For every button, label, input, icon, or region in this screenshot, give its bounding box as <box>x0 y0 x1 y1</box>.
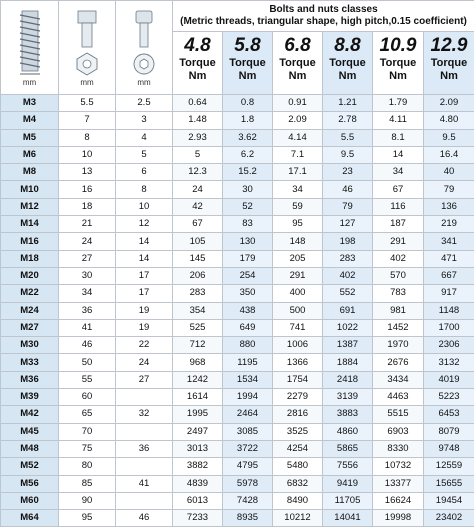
hex-key-cell: 70 <box>59 423 116 440</box>
torque-cell-c68: 741 <box>273 319 323 336</box>
torque-cell-c58: 179 <box>223 250 273 267</box>
torque-cell-c48: 4839 <box>173 475 223 492</box>
torque-cell-c88: 283 <box>323 250 373 267</box>
torque-cell-c48: 145 <box>173 250 223 267</box>
torque-cell-c109: 2676 <box>373 354 424 371</box>
torque-cell-c58: 4795 <box>223 458 273 475</box>
table-row <box>1 216 474 233</box>
hex-key-cell: 34 <box>59 285 116 302</box>
torque-cell-c48: 1.48 <box>173 112 223 129</box>
table-row <box>1 440 474 457</box>
socket-icon-cell <box>116 1 173 95</box>
torque-cell-c68: 291 <box>273 267 323 284</box>
hex-key-cell: 85 <box>59 475 116 492</box>
torque-cell-c68: 4254 <box>273 440 323 457</box>
torque-cell-c109: 783 <box>373 285 424 302</box>
torque-cell-c88: 5.5 <box>323 129 373 146</box>
torque-cell-c48: 2.93 <box>173 129 223 146</box>
torque-cell-c68: 0.91 <box>273 95 323 112</box>
torque-cell-c109: 14 <box>373 146 424 163</box>
hex-key-cell: 16 <box>59 181 116 198</box>
torque-cell-c58: 2464 <box>223 406 273 423</box>
torque-cell-c68: 500 <box>273 302 323 319</box>
torque-cell-c88: 14041 <box>323 510 373 527</box>
table-row <box>1 112 474 129</box>
torque-cell-c58: 880 <box>223 337 273 354</box>
torque-cell-c109: 4463 <box>373 389 424 406</box>
hex-key-cell: 5.5 <box>59 95 116 112</box>
thread-size-cell: M33 <box>1 354 59 371</box>
torque-cell-c68: 1366 <box>273 354 323 371</box>
torque-cell-c109: 1970 <box>373 337 424 354</box>
torque-cell-c48: 5 <box>173 146 223 163</box>
thread-mm-label: mm <box>1 78 58 87</box>
table-row <box>1 371 474 388</box>
classes-title: Bolts and nuts classes <box>269 4 377 15</box>
torque-cell-c109: 5515 <box>373 406 424 423</box>
table-row <box>1 285 474 302</box>
torque-cell-c88: 79 <box>323 198 373 215</box>
hex-key-cell: 55 <box>59 371 116 388</box>
torque-cell-c129: 79 <box>424 181 474 198</box>
torque-cell-c68: 4.14 <box>273 129 323 146</box>
torque-cell-c48: 1995 <box>173 406 223 423</box>
socket-key-cell: 2.5 <box>116 95 173 112</box>
socket-key-cell: 14 <box>116 250 173 267</box>
hex-key-cell: 90 <box>59 492 116 509</box>
table-row <box>1 181 474 198</box>
thread-size-cell: M4 <box>1 112 59 129</box>
socket-mm-label: mm <box>116 78 172 87</box>
hex-key-cell: 10 <box>59 146 116 163</box>
hex-key-cell: 46 <box>59 337 116 354</box>
torque-cell-c58: 83 <box>223 216 273 233</box>
torque-cell-c129: 12559 <box>424 458 474 475</box>
socket-key-cell: 6 <box>116 164 173 181</box>
socket-head-bolt-icon <box>127 9 161 77</box>
torque-cell-c129: 667 <box>424 267 474 284</box>
thread-size-cell: M10 <box>1 181 59 198</box>
torque-cell-c48: 968 <box>173 354 223 371</box>
torque-cell-c48: 525 <box>173 319 223 336</box>
socket-key-cell: 8 <box>116 181 173 198</box>
thread-size-cell: M18 <box>1 250 59 267</box>
torque-cell-c109: 34 <box>373 164 424 181</box>
thread-size-cell: M22 <box>1 285 59 302</box>
torque-cell-c48: 283 <box>173 285 223 302</box>
torque-cell-c68: 1754 <box>273 371 323 388</box>
torque-cell-c48: 0.64 <box>173 95 223 112</box>
torque-cell-c88: 198 <box>323 233 373 250</box>
thread-size-cell: M36 <box>1 371 59 388</box>
hex-key-cell: 7 <box>59 112 116 129</box>
torque-cell-c88: 1.21 <box>323 95 373 112</box>
torque-cell-c58: 1195 <box>223 354 273 371</box>
torque-cell-c58: 6.2 <box>223 146 273 163</box>
hex-key-cell: 60 <box>59 389 116 406</box>
torque-cell-c109: 6903 <box>373 423 424 440</box>
hex-key-cell: 13 <box>59 164 116 181</box>
socket-key-cell: 17 <box>116 267 173 284</box>
torque-cell-c48: 206 <box>173 267 223 284</box>
thread-size-cell: M30 <box>1 337 59 354</box>
torque-cell-c88: 691 <box>323 302 373 319</box>
torque-cell-c58: 7428 <box>223 492 273 509</box>
torque-cell-c129: 5223 <box>424 389 474 406</box>
table-row <box>1 423 474 440</box>
torque-cell-c129: 4.80 <box>424 112 474 129</box>
torque-cell-c129: 1700 <box>424 319 474 336</box>
thread-size-cell: M16 <box>1 233 59 250</box>
thread-size-cell: M56 <box>1 475 59 492</box>
torque-cell-c88: 11705 <box>323 492 373 509</box>
table-row <box>1 267 474 284</box>
torque-cell-c129: 219 <box>424 216 474 233</box>
torque-cell-c48: 6013 <box>173 492 223 509</box>
torque-cell-c109: 19998 <box>373 510 424 527</box>
torque-cell-c129: 1148 <box>424 302 474 319</box>
torque-cell-c109: 291 <box>373 233 424 250</box>
hex-icon-cell <box>59 1 116 95</box>
thread-size-cell: M3 <box>1 95 59 112</box>
table-row <box>1 164 474 181</box>
torque-cell-c48: 1614 <box>173 389 223 406</box>
torque-cell-c129: 136 <box>424 198 474 215</box>
torque-cell-c109: 116 <box>373 198 424 215</box>
torque-cell-c48: 12.3 <box>173 164 223 181</box>
socket-key-cell: 19 <box>116 302 173 319</box>
torque-cell-c88: 46 <box>323 181 373 198</box>
thread-size-cell: M39 <box>1 389 59 406</box>
torque-cell-c58: 130 <box>223 233 273 250</box>
torque-cell-c129: 16.4 <box>424 146 474 163</box>
class-header-10-9: 10.9 Torque Nm <box>373 32 424 95</box>
torque-cell-c129: 3132 <box>424 354 474 371</box>
torque-cell-c88: 4860 <box>323 423 373 440</box>
torque-cell-c68: 2279 <box>273 389 323 406</box>
torque-cell-c68: 10212 <box>273 510 323 527</box>
thread-size-cell: M52 <box>1 458 59 475</box>
socket-key-cell: 41 <box>116 475 173 492</box>
socket-key-cell: 19 <box>116 319 173 336</box>
hex-key-cell: 80 <box>59 458 116 475</box>
torque-cell-c68: 148 <box>273 233 323 250</box>
torque-cell-c109: 187 <box>373 216 424 233</box>
torque-cell-c58: 1.8 <box>223 112 273 129</box>
torque-cell-c68: 205 <box>273 250 323 267</box>
class-header-5-8: 5.8 Torque Nm <box>223 32 273 95</box>
torque-cell-c109: 8330 <box>373 440 424 457</box>
torque-cell-c88: 3883 <box>323 406 373 423</box>
torque-cell-c129: 15655 <box>424 475 474 492</box>
torque-cell-c58: 254 <box>223 267 273 284</box>
torque-cell-c58: 1534 <box>223 371 273 388</box>
socket-key-cell <box>116 423 173 440</box>
table-row <box>1 129 474 146</box>
table-row <box>1 406 474 423</box>
torque-cell-c58: 15.2 <box>223 164 273 181</box>
torque-cell-c68: 7.1 <box>273 146 323 163</box>
socket-key-cell: 36 <box>116 440 173 457</box>
torque-cell-c48: 3882 <box>173 458 223 475</box>
socket-key-cell: 46 <box>116 510 173 527</box>
torque-cell-c48: 7233 <box>173 510 223 527</box>
torque-cell-c58: 0.8 <box>223 95 273 112</box>
torque-cell-c109: 67 <box>373 181 424 198</box>
torque-cell-c129: 341 <box>424 233 474 250</box>
torque-cell-c109: 1452 <box>373 319 424 336</box>
torque-cell-c109: 402 <box>373 250 424 267</box>
hex-key-cell: 50 <box>59 354 116 371</box>
torque-cell-c48: 3013 <box>173 440 223 457</box>
hex-key-cell: 18 <box>59 198 116 215</box>
thread-size-cell: M5 <box>1 129 59 146</box>
torque-cell-c68: 2816 <box>273 406 323 423</box>
torque-cell-c129: 917 <box>424 285 474 302</box>
torque-cell-c129: 9.5 <box>424 129 474 146</box>
torque-cell-c88: 1884 <box>323 354 373 371</box>
hex-key-cell: 27 <box>59 250 116 267</box>
thread-size-cell: M27 <box>1 319 59 336</box>
thread-size-cell: M12 <box>1 198 59 215</box>
hex-key-cell: 41 <box>59 319 116 336</box>
hex-key-cell: 65 <box>59 406 116 423</box>
torque-cell-c58: 3722 <box>223 440 273 457</box>
torque-cell-c68: 6832 <box>273 475 323 492</box>
torque-cell-c88: 552 <box>323 285 373 302</box>
torque-cell-c68: 2.09 <box>273 112 323 129</box>
torque-cell-c48: 24 <box>173 181 223 198</box>
hex-bolt-icon <box>70 9 104 77</box>
torque-cell-c129: 6453 <box>424 406 474 423</box>
torque-cell-c88: 5865 <box>323 440 373 457</box>
threaded-rod-icon <box>17 9 43 77</box>
torque-cell-c58: 3.62 <box>223 129 273 146</box>
torque-cell-c68: 400 <box>273 285 323 302</box>
hex-key-cell: 75 <box>59 440 116 457</box>
torque-cell-c88: 9419 <box>323 475 373 492</box>
torque-cell-c88: 127 <box>323 216 373 233</box>
socket-key-cell: 12 <box>116 216 173 233</box>
torque-cell-c68: 5480 <box>273 458 323 475</box>
table-body <box>1 95 474 527</box>
hex-key-cell: 24 <box>59 233 116 250</box>
table-row <box>1 146 474 163</box>
thread-size-cell: M24 <box>1 302 59 319</box>
torque-cell-c129: 40 <box>424 164 474 181</box>
table-row <box>1 510 474 527</box>
torque-cell-c109: 16624 <box>373 492 424 509</box>
hex-key-cell: 30 <box>59 267 116 284</box>
socket-key-cell <box>116 389 173 406</box>
torque-cell-c88: 3139 <box>323 389 373 406</box>
torque-cell-c68: 59 <box>273 198 323 215</box>
thread-size-cell: M8 <box>1 164 59 181</box>
socket-key-cell: 3 <box>116 112 173 129</box>
torque-cell-c129: 23402 <box>424 510 474 527</box>
torque-cell-c88: 402 <box>323 267 373 284</box>
table-row <box>1 337 474 354</box>
table-row <box>1 475 474 492</box>
torque-cell-c129: 19454 <box>424 492 474 509</box>
hex-key-cell: 21 <box>59 216 116 233</box>
socket-key-cell: 32 <box>116 406 173 423</box>
thread-icon-cell <box>1 1 59 95</box>
torque-cell-c88: 1387 <box>323 337 373 354</box>
hex-mm-label: mm <box>59 78 115 87</box>
table-row <box>1 319 474 336</box>
thread-size-cell: M6 <box>1 146 59 163</box>
thread-size-cell: M14 <box>1 216 59 233</box>
torque-cell-c58: 30 <box>223 181 273 198</box>
torque-cell-c58: 350 <box>223 285 273 302</box>
socket-key-cell: 22 <box>116 337 173 354</box>
torque-cell-c68: 3525 <box>273 423 323 440</box>
hex-key-cell: 8 <box>59 129 116 146</box>
socket-key-cell <box>116 458 173 475</box>
torque-cell-c58: 438 <box>223 302 273 319</box>
torque-cell-c58: 52 <box>223 198 273 215</box>
torque-cell-c58: 3085 <box>223 423 273 440</box>
torque-cell-c48: 67 <box>173 216 223 233</box>
torque-cell-c109: 8.1 <box>373 129 424 146</box>
torque-cell-c129: 9748 <box>424 440 474 457</box>
table-row <box>1 492 474 509</box>
torque-cell-c68: 1006 <box>273 337 323 354</box>
torque-cell-c129: 8079 <box>424 423 474 440</box>
socket-key-cell: 10 <box>116 198 173 215</box>
table-row <box>1 389 474 406</box>
class-header-8-8: 8.8 Torque Nm <box>323 32 373 95</box>
socket-key-cell: 5 <box>116 146 173 163</box>
thread-size-cell: M42 <box>1 406 59 423</box>
torque-cell-c129: 2306 <box>424 337 474 354</box>
table-row <box>1 354 474 371</box>
torque-cell-c68: 8490 <box>273 492 323 509</box>
hex-key-cell: 95 <box>59 510 116 527</box>
classes-subtitle: (Metric threads, triangular shape, high pitch,0.15 coefficient) <box>180 16 467 27</box>
torque-cell-c68: 17.1 <box>273 164 323 181</box>
torque-cell-c58: 5978 <box>223 475 273 492</box>
torque-cell-c58: 8935 <box>223 510 273 527</box>
torque-cell-c58: 1994 <box>223 389 273 406</box>
thread-size-cell: M48 <box>1 440 59 457</box>
torque-cell-c48: 354 <box>173 302 223 319</box>
torque-cell-c109: 981 <box>373 302 424 319</box>
socket-key-cell: 4 <box>116 129 173 146</box>
torque-cell-c109: 4.11 <box>373 112 424 129</box>
thread-size-cell: M60 <box>1 492 59 509</box>
torque-cell-c88: 9.5 <box>323 146 373 163</box>
torque-cell-c68: 95 <box>273 216 323 233</box>
table-row <box>1 233 474 250</box>
table-row <box>1 302 474 319</box>
socket-key-cell: 17 <box>116 285 173 302</box>
torque-cell-c48: 42 <box>173 198 223 215</box>
table-row <box>1 250 474 267</box>
socket-key-cell: 14 <box>116 233 173 250</box>
class-header-6-8: 6.8 Torque Nm <box>273 32 323 95</box>
torque-cell-c48: 105 <box>173 233 223 250</box>
socket-key-cell: 24 <box>116 354 173 371</box>
torque-cell-c48: 712 <box>173 337 223 354</box>
torque-cell-c129: 4019 <box>424 371 474 388</box>
torque-cell-c129: 2.09 <box>424 95 474 112</box>
socket-key-cell <box>116 492 173 509</box>
torque-cell-c88: 2418 <box>323 371 373 388</box>
classes-header <box>173 1 474 32</box>
table-row <box>1 198 474 215</box>
torque-cell-c109: 3434 <box>373 371 424 388</box>
torque-cell-c109: 1.79 <box>373 95 424 112</box>
torque-cell-c109: 13377 <box>373 475 424 492</box>
hex-key-cell: 36 <box>59 302 116 319</box>
torque-cell-c48: 2497 <box>173 423 223 440</box>
torque-cell-c58: 649 <box>223 319 273 336</box>
torque-cell-c68: 34 <box>273 181 323 198</box>
class-header-4-8: 4.8 Torque Nm <box>173 32 223 95</box>
torque-cell-c88: 7556 <box>323 458 373 475</box>
socket-key-cell: 27 <box>116 371 173 388</box>
table-row <box>1 458 474 475</box>
torque-cell-c109: 10732 <box>373 458 424 475</box>
thread-size-cell: M45 <box>1 423 59 440</box>
torque-cell-c48: 1242 <box>173 371 223 388</box>
torque-cell-c129: 471 <box>424 250 474 267</box>
torque-cell-c88: 1022 <box>323 319 373 336</box>
torque-cell-c88: 2.78 <box>323 112 373 129</box>
thread-size-cell: M64 <box>1 510 59 527</box>
class-header-12-9: 12.9 Torque Nm <box>424 32 474 95</box>
torque-cell-c88: 23 <box>323 164 373 181</box>
table-row <box>1 95 474 112</box>
thread-size-cell: M20 <box>1 267 59 284</box>
torque-cell-c109: 570 <box>373 267 424 284</box>
